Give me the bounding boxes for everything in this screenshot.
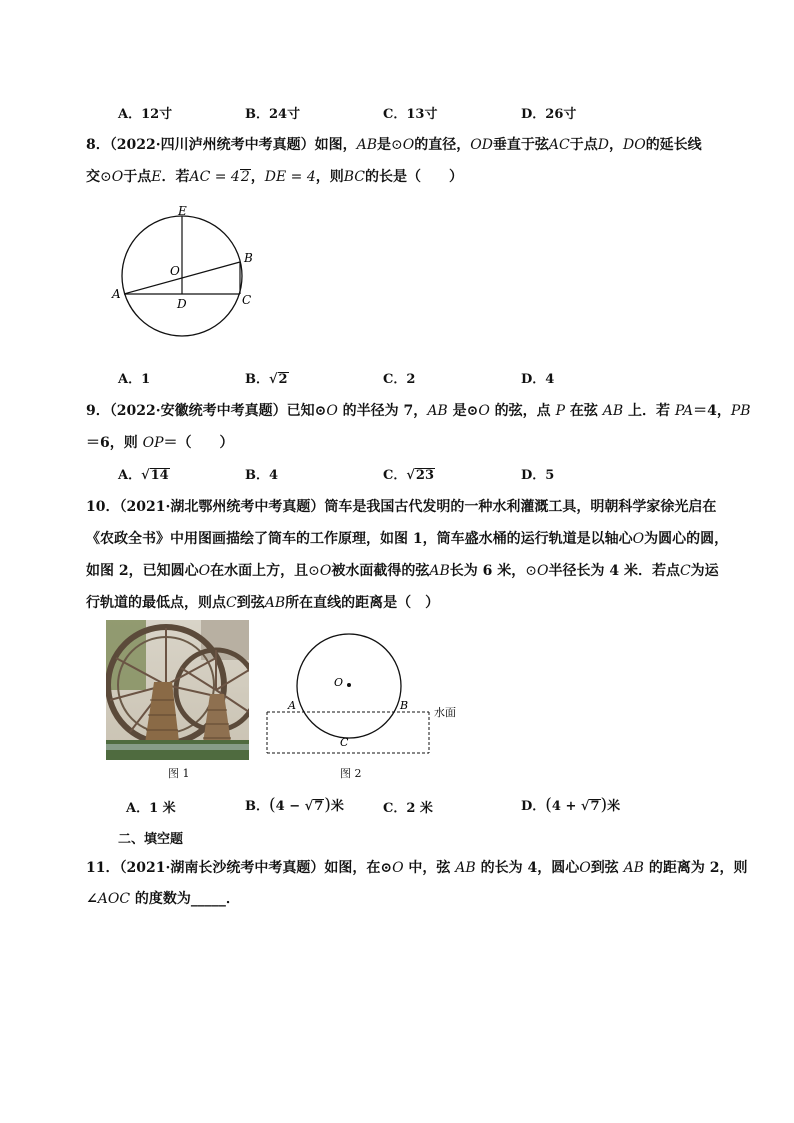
q8-label-c: C [242,293,252,307]
q8-label-o: O [170,264,180,278]
q9-option-d: D．5 [521,468,555,483]
q10-line1: 10．（2021·湖北鄂州统考中考真题）筒车是我国古代发明的一种水利灌溉工具，明朝科学家徐光启在 [86,499,717,515]
q7-option-d: D．26寸 [521,107,577,122]
q7-option-a: A．12寸 [118,107,173,122]
q10-option-c: C．2 米 [383,801,433,816]
q8-line1: 8．（2022·四川泸州统考中考真题）如图，AB是⊙O的直径，OD垂直于弦AC于点D，DO的延长线 [86,137,702,153]
q10-line4: 行轨道的最低点，则点C到弦AB所在直线的距离是（ ） [86,595,440,611]
q8-figure [104,200,274,350]
figure1-caption: 图 1 [168,767,190,780]
q8-label-b: B [244,251,253,265]
waterwheel-photo [106,620,249,760]
q9-option-b: B．4 [245,468,279,483]
q9-option-c: C．√23 [383,468,434,483]
q10-figure2 [262,628,462,758]
q10-label-o: O [334,676,344,689]
q9-option-a: A．√14 [118,468,169,483]
q9-line1: 9．（2022·安徽统考中考真题）已知⊙O 的半径为 7，AB 是⊙O 的弦，点 P 在弦 AB 上．若 PA＝4，PB [86,403,751,419]
q8-option-d: D．4 [521,372,555,387]
q7-option-c: C．13寸 [383,107,438,122]
q9-line2: ＝6，则 OP＝（ ） [86,435,234,451]
q10-label-c: C [340,736,349,749]
q11-line1: 11．（2021·湖南长沙统考中考真题）如图，在⊙O 中，弦 AB 的长为 4，圆心O到弦 AB 的距离为 2，则 [86,860,748,876]
q8-option-a: A．1 [118,372,151,387]
answer-blank[interactable]: _____ [190,891,226,907]
q10-option-b: B．(4 − √7)米 [245,795,344,815]
q8-label-e: E [178,204,187,218]
q10-option-d: D．(4 + √7)米 [521,795,621,815]
section-title-fill-in: 二、填空题 [118,832,184,847]
figure2-caption: 图 2 [340,767,362,780]
q8-label-d: D [177,297,187,311]
q10-line3: 如图 2，已知圆心O在水面上方，且⊙O被水面截得的弦AB长为 6 米，⊙O半径长为 4 米．若点C为运 [86,563,719,579]
q10-center-point [347,683,351,687]
q8-option-b: B．√2 [245,372,288,387]
water-surface-label: 水面 [434,706,456,719]
q10-label-b: B [400,699,409,712]
q10-option-a: A．1 米 [126,801,176,816]
q11-line2: ∠AOC 的度数为_____． [86,891,240,907]
q10-line2: 《农政全书》中用图画描绘了筒车的工作原理，如图 1，筒车盛水桶的运行轨道是以轴心O为圆心的圆， [86,531,729,547]
q8-label-a: A [112,287,121,301]
q8-line2: 交⊙O于点E．若AC = 42，DE = 4，则BC的长是（ ） [86,169,463,185]
q10-label-a: A [288,699,296,712]
q7-option-b: B．24寸 [245,107,301,122]
q8-option-c: C．2 [383,372,416,387]
